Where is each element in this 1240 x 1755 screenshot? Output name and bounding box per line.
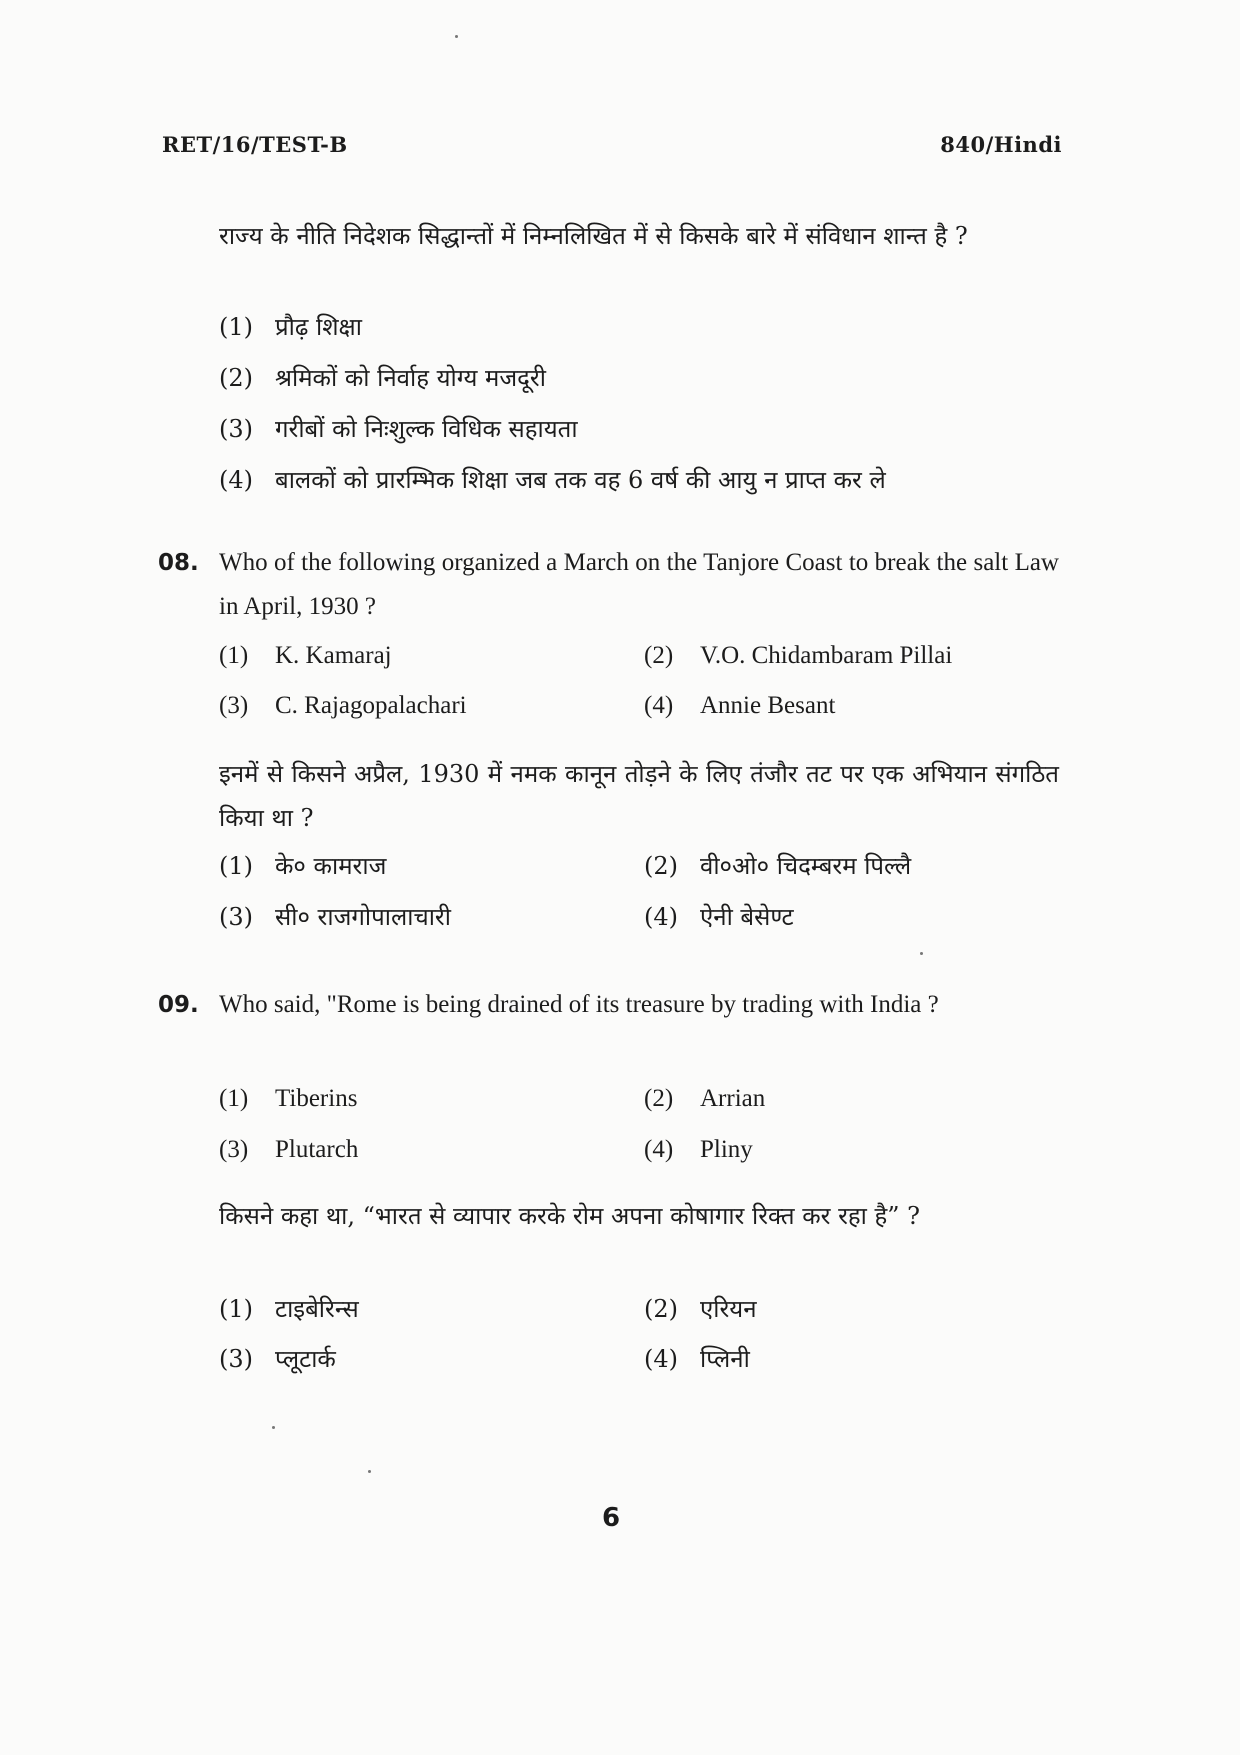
option-number: (3) — [219, 903, 253, 931]
scan-speck — [272, 1426, 275, 1429]
option-number: (2) — [644, 1295, 678, 1323]
option-number: (3) — [219, 415, 253, 443]
page-number: 6 — [601, 1503, 621, 1533]
q8-hindi-stem: इनमें से किसने अप्रैल, 1930 में नमक कानून तोड़ने के लिए तंजौर तट पर एक अभियान संगठित किया था ? — [219, 760, 1059, 832]
option-text: सी० राजगोपालाचारी — [275, 903, 451, 931]
option-text: बालकों को प्रारम्भिक शिक्षा जब तक वह 6 वर्ष की आयु न प्राप्त कर ले — [275, 466, 886, 494]
q8-english-stem: Who of the following organized a March on the Tanjore Coast to break the salt Law in April, 1930 ? — [219, 549, 1059, 620]
option-number: (3) — [219, 692, 249, 719]
q7-hindi-option-1 — [219, 310, 362, 343]
q7-hindi-stem: राज्य के नीति निदेशक सिद्धान्तों में निम्नलिखित में से किसके बारे में संविधान शान्त है ? — [219, 222, 968, 250]
q9-hi-option-4 — [644, 1342, 750, 1375]
scan-speck — [920, 952, 923, 955]
q9-hi-option-1 — [219, 1292, 359, 1325]
q9-en-option-3 — [219, 1136, 358, 1164]
q8-en-option-4 — [644, 692, 835, 720]
q8-hi-option-3 — [219, 900, 451, 933]
q8-number: 08. — [158, 550, 199, 576]
option-number: (4) — [219, 466, 253, 494]
option-number: (2) — [644, 852, 678, 880]
option-number: (4) — [644, 903, 678, 931]
option-text: Pliny — [700, 1136, 753, 1163]
q9-hi-option-2 — [644, 1292, 757, 1325]
option-number: (3) — [219, 1345, 253, 1373]
q7-hindi-option-4 — [219, 463, 886, 496]
q8-en-option-3 — [219, 692, 467, 720]
option-text: टाइबेरिन्स — [275, 1295, 359, 1323]
option-number: (2) — [644, 1085, 674, 1112]
scan-speck — [368, 1470, 371, 1473]
q9-number: 09. — [158, 992, 199, 1018]
option-text: एरियन — [700, 1295, 757, 1323]
option-text: प्लिनी — [700, 1345, 750, 1373]
option-text: वी०ओ० चिदम्बरम पिल्लै — [700, 852, 912, 880]
option-text: गरीबों को निःशुल्क विधिक सहायता — [275, 415, 578, 443]
option-text: ऐनी बेसेण्ट — [700, 903, 794, 931]
option-text: प्रौढ़ शिक्षा — [275, 313, 362, 341]
option-text: Tiberins — [275, 1085, 358, 1112]
option-number: (1) — [219, 642, 249, 669]
option-number: (4) — [644, 692, 674, 719]
option-number: (2) — [644, 642, 674, 669]
q9-en-option-4 — [644, 1136, 753, 1164]
option-text: Annie Besant — [700, 692, 836, 719]
option-text: V.O. Chidambaram Pillai — [700, 642, 953, 669]
option-text: के० कामराज — [275, 852, 387, 880]
q9-en-option-1 — [219, 1085, 357, 1113]
q9-hindi-stem: किसने कहा था, “भारत से व्यापार करके रोम अपना कोषागार रिक्त कर रहा है” ? — [219, 1202, 920, 1230]
q9-hi-option-3 — [219, 1342, 336, 1375]
option-number: (1) — [219, 313, 253, 341]
option-text: Plutarch — [275, 1136, 359, 1163]
option-text: श्रमिकों को निर्वाह योग्य मजदूरी — [275, 364, 546, 392]
scan-speck — [455, 35, 458, 38]
option-number: (1) — [219, 1085, 249, 1112]
q8-hi-option-2 — [644, 849, 911, 882]
q8-hi-option-1 — [219, 849, 386, 882]
option-text: प्लूटार्क — [275, 1345, 336, 1373]
option-number: (1) — [219, 1295, 253, 1323]
option-number: (1) — [219, 852, 253, 880]
q7-hindi-option-2 — [219, 361, 546, 394]
header-paper-code: RET/16/TEST-B — [162, 132, 348, 157]
option-number: (4) — [644, 1136, 674, 1163]
option-text: K. Kamaraj — [275, 642, 392, 669]
option-number: (2) — [219, 364, 253, 392]
option-number: (4) — [644, 1345, 678, 1373]
q8-en-option-1 — [219, 642, 392, 670]
option-text: Arrian — [700, 1085, 766, 1112]
option-text: C. Rajagopalachari — [275, 692, 467, 719]
q8-en-option-2 — [644, 642, 952, 670]
option-number: (3) — [219, 1136, 249, 1163]
q7-hindi-option-3 — [219, 412, 578, 445]
q8-hi-option-4 — [644, 900, 794, 933]
header-subject-code: 840/Hindi — [940, 132, 1062, 157]
q9-english-stem: Who said, "Rome is being drained of its treasure by trading with India ? — [219, 991, 939, 1018]
q9-en-option-2 — [644, 1085, 765, 1113]
